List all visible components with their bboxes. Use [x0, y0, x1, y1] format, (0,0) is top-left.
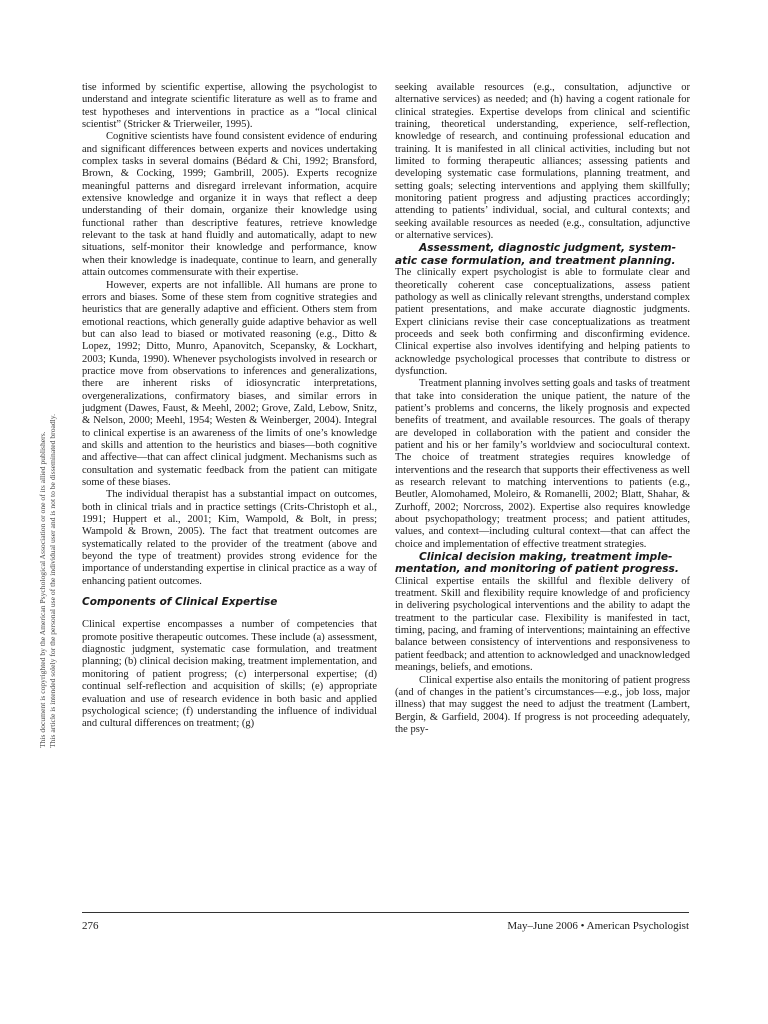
subsection-heading: [395, 242, 690, 267]
subsection-heading-line-2: atic case formulation, and treatment planning.: [395, 254, 676, 267]
right-column: [395, 82, 690, 736]
copyright-line-1: This document is copyrighted by the American Psychological Association or one of its allied publishers.: [38, 431, 47, 748]
paragraph: Cognitive scientists have found consistent evidence of enduring and significant differences between experts and novices undertaking complex tasks in several domains (Bédard & Chi, 1992; Bransford, Brown, & Cocking, 1999; Gambrill, 2005). Experts recognize meaningful patterns and disregard irrelevant information, acquire extensive knowledge and organize it in ways that reflect a deep understanding of their domain, organize their knowledge using functional rather than descriptive features, retrieve knowledge relevant to the task at hand fluidly and automatically, adapt to new situations, self-monitor their knowledge and performance, know when their knowledge is inadequate, continue to learn, and generally attain outcomes commensurate with their expertise.: [82, 131, 377, 279]
subsection-heading-line-1: Clinical decision making, treatment imple-: [419, 551, 673, 564]
subsection-heading-line-2: mentation, and monitoring of patient progress.: [395, 563, 679, 576]
paragraph: seeking available resources (e.g., consultation, adjunctive or alternative services) as needed; and (h) having a cogent rationale for clinical strategies. Expertise develops from clinical and scientific training, theoretical understanding, experience, self-reflection, knowledge of research, and continuing professional education and training. It is manifested in all clinical activities, including but not limited to forming therapeutic alliances; assessing patients and developing systematic case formulations, planning treatment, and setting goals; selecting interventions and applying them skillfully; monitoring patient progress and adjusting practices accordingly; attending to patients’ individual, social, and cultural contexts; and seeking available resources as needed (e.g., consultation, adjunctive or alternative services).: [395, 82, 690, 242]
page-number: 276: [82, 920, 99, 932]
paragraph: However, experts are not infallible. All humans are prone to errors and biases. Some of these stem from cognitive strategies and heuristics that are generally adaptive and efficient. Others stem from emotional reactions, which generally guide adaptive behavior as well but can also lead to biased or motivated reasoning (e.g., Ditto & Lopez, 1992; Ditto, Munro, Apanovitch, Scepansky, & Lockhart, 2003; Kunda, 1990). Whenever psychologists involved in research or practice move from observations to inferences and generalizations, there are inherent risks of idiosyncratic interpretations, overgeneralizations, confirmatory biases, and similar errors in judgment (Dawes, Faust, & Meehl, 2002; Grove, Zald, Lebow, Snitz, & Nelson, 2000; Meehl, 1954; Westen & Weinberger, 2004). Integral to clinical expertise is an awareness of the limits of one’s knowledge and skills and attention to the heuristics and biases—both cognitive and affective—that can affect clinical judgment. Mechanisms such as consultation and systematic feedback from the patient can mitigate some of these biases.: [82, 279, 377, 488]
copyright-notice: [38, 278, 58, 748]
subsection-heading-line-1: Assessment, diagnostic judgment, system-: [419, 242, 676, 255]
paragraph: Clinical expertise also entails the monitoring of patient progress (and of changes in the patient’s circumstances—e.g., job loss, major illness) that may suggest the need to adjust the treatment (Lambert, Bergin, & Garfield, 2004). If progress is not proceeding adequately, the psy-: [395, 674, 690, 735]
paragraph: The clinically expert psychologist is able to formulate clear and theoretically coherent case conceptualizations, assess patient pathology as well as clinically relevant strengths, understand complex patient presentations, and make accurate diagnostic judgments. Expert clinicians revise their case conceptualizations as treatment proceeds and seek both confirming and disconfirming evidence. Clinical expertise also involves identifying and helping patients to acknowledge psychological processes that contribute to distress or dysfunction.: [395, 267, 690, 377]
paragraph: The individual therapist has a substantial impact on outcomes, both in clinical trials and in practice settings (Crits-Christoph et al., 1991; Huppert et al., 2001; Kim, Wampold, & Bolt, in press; Wampold & Brown, 2005). The fact that treatment outcomes are systematically related to the provider of the treatment (above and beyond the type of treatment) provides strong evidence for the importance of understanding expertise in clinical practice as a way of enhancing patient outcomes.: [82, 489, 377, 587]
footer-rule: [82, 912, 689, 913]
paragraph: tise informed by scientific expertise, allowing the psychologist to understand and integrate scientific literature as well as to frame and test hypotheses and interventions in practice as a “local clinical scientist” (Stricker & Trierweiler, 1995).: [82, 82, 377, 131]
left-column: [82, 82, 377, 731]
journal-citation: May–June 2006 • American Psychologist: [507, 920, 689, 932]
section-heading: Components of Clinical Expertise: [82, 596, 278, 609]
copyright-line-2: This article is intended solely for the personal use of the individual user and is not to be disseminated broadly.: [48, 414, 57, 748]
paragraph: Clinical expertise entails the skillful and flexible delivery of treatment. Skill and flexibility require knowledge of and proficiency in delivering psychological interventions and the ability to adapt the treatment to the particular case. Flexibility is manifested in tact, timing, pacing, and framing of interventions; maintaining an effective balance between consistency of interventions and responsiveness to patient feedback; and attention to acknowledged and unacknowledged meanings, beliefs, and emotions.: [395, 575, 690, 674]
paragraph: Clinical expertise encompasses a number of competencies that promote positive therapeutic outcomes. These include (a) assessment, diagnostic judgment, systematic case formulation, and treatment planning; (b) clinical decision making, treatment implementation, and monitoring of patient progress; (c) interpersonal expertise; (d) continual self-reflection and acquisition of skills; (e) appropriate evaluation and use of research evidence in both basic and applied psychological science; (f) understanding the influence of individual and cultural differences on treatment; (g): [82, 619, 377, 730]
paragraph: Treatment planning involves setting goals and tasks of treatment that take into consideration the unique patient, the nature of the patient’s problems and concerns, the likely prognosis and expected benefits of treatment, and available resources. The goals of therapy are developed in collaboration with the patient and consider the patient and his or her family’s worldview and sociocultural context. The choice of treatment strategies requires knowledge of interventions and the research that supports their effectiveness as well as research relevant to matching interventions to patients (e.g., Beutler, Alomohamed, Moleiro, & Romanelli, 2002; Blatt, Shahar, & Zurhoff, 2002; Norcross, 2002). Expertise also requires knowledge about psychopathology; treatment process; and patient attitudes, values, and context—including cultural context—that can affect the choice and implementation of effective treatment strategies.: [395, 378, 690, 550]
subsection-heading: [395, 551, 690, 576]
